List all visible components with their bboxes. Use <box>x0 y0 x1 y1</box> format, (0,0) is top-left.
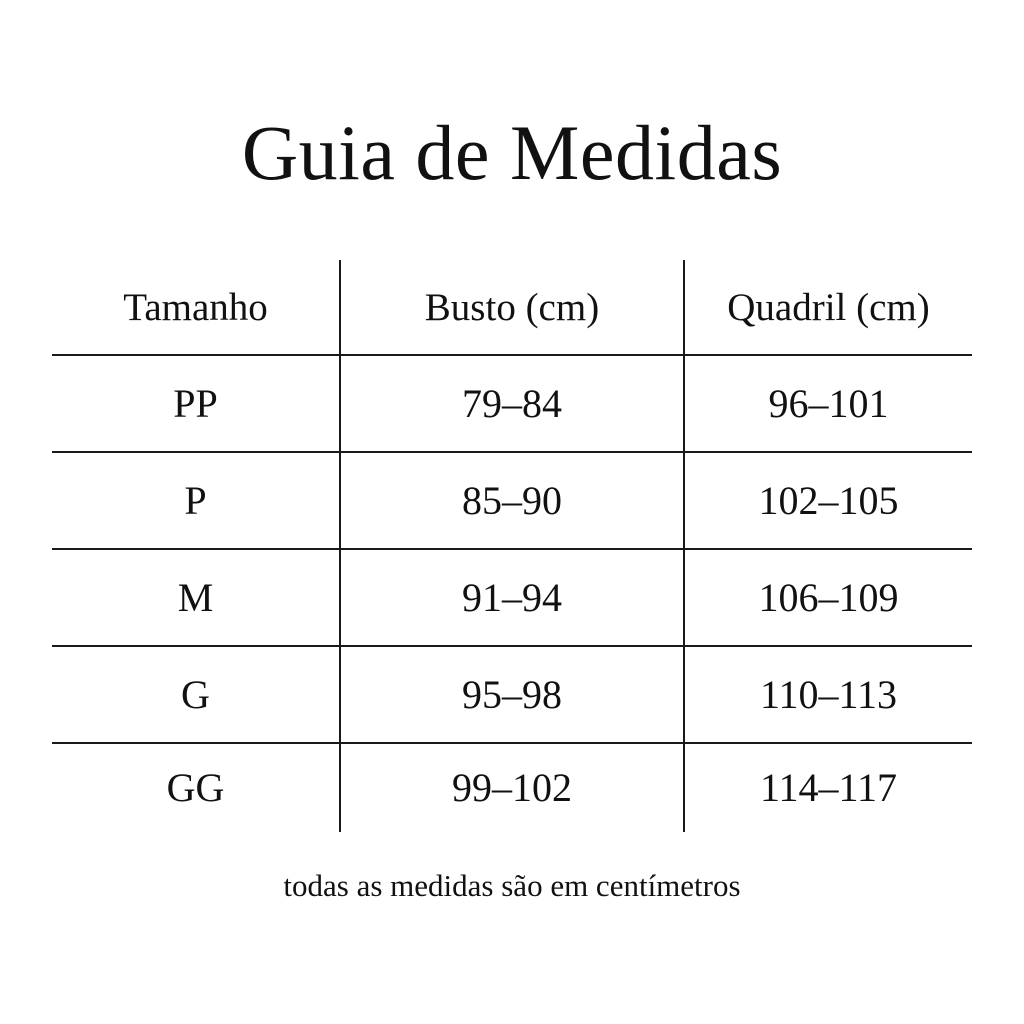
page-title: Guia de Medidas <box>241 109 783 196</box>
bust-cell: 91–94 <box>341 550 685 645</box>
column-header-tamanho: Tamanho <box>52 260 341 354</box>
size-cell: M <box>52 550 341 645</box>
bust-cell: 85–90 <box>341 453 685 548</box>
hip-cell: 106–109 <box>758 574 899 620</box>
size-cell: PP <box>52 356 341 451</box>
size-cell: G <box>52 647 341 742</box>
size-cell: P <box>52 453 341 548</box>
footnote: todas as medidas são em centímetros <box>283 868 741 903</box>
size-chart-table <box>52 260 972 832</box>
column-header-quadril: Quadril (cm) <box>727 285 930 329</box>
column-header-busto: Busto (cm) <box>341 260 685 354</box>
table-row <box>52 453 972 550</box>
table-row <box>52 550 972 647</box>
hip-cell: 102–105 <box>758 477 899 523</box>
hip-cell: 96–101 <box>768 380 889 426</box>
bust-cell: 95–98 <box>341 647 685 742</box>
hip-cell: 110–113 <box>759 671 898 717</box>
size-cell: GG <box>52 744 341 832</box>
table-row <box>52 356 972 453</box>
table-header-row <box>52 260 972 356</box>
bust-cell: 79–84 <box>341 356 685 451</box>
table-row <box>52 647 972 744</box>
hip-cell: 114–117 <box>759 765 898 810</box>
bust-cell: 99–102 <box>341 744 685 832</box>
table-row <box>52 744 972 832</box>
